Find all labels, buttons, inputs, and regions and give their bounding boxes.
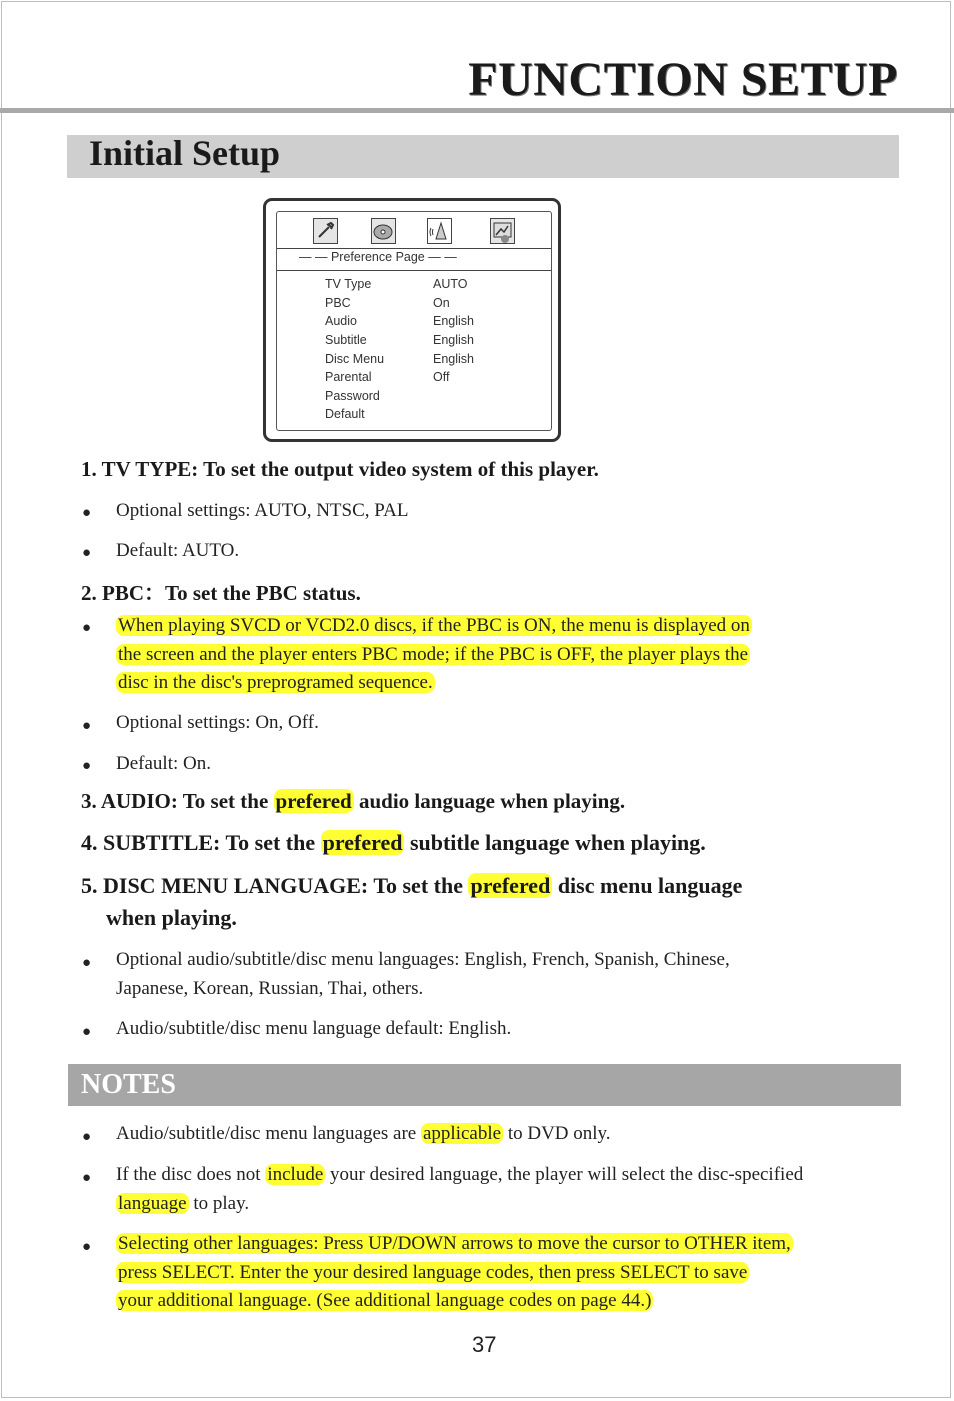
subtitle-heading-pre: 4. SUBTITLE: To set the — [81, 830, 316, 855]
osd-row-value: AUTO — [433, 277, 468, 291]
osd-row-label: Password — [325, 389, 380, 403]
disc-menu-heading — [81, 873, 742, 899]
tv-type-options: Optional settings: AUTO, NTSC, PAL — [116, 500, 409, 521]
osd-row-label: Parental — [325, 370, 372, 384]
osd-row-label: Subtitle — [325, 333, 367, 347]
note-2-highlight-2: language — [118, 1192, 187, 1214]
disc-menu-heading-post: disc menu language — [557, 873, 743, 898]
osd-row-value: Off — [433, 370, 450, 384]
languages-line1: Optional audio/subtitle/disc menu languages: English, French, Spanish, Chinese, — [116, 949, 730, 970]
languages-line2: Japanese, Korean, Russian, Thai, others. — [116, 977, 424, 999]
note-1-pre: Audio/subtitle/disc menu languages are — [116, 1123, 417, 1144]
osd-row-value: English — [433, 352, 474, 366]
section-title: Initial Setup — [89, 133, 281, 173]
note-2 — [116, 1161, 803, 1218]
bullet-icon: ● — [82, 545, 92, 561]
note-2-post: your desired language, the player will select the disc-specified — [330, 1164, 804, 1185]
audio-heading — [81, 789, 625, 814]
pbc-desc-line3: disc in the disc's preprogramed sequence. — [118, 672, 433, 693]
notes-title: NOTES — [81, 1069, 176, 1100]
note-3-line3: your additional language. (See additional language codes on page 44.) — [118, 1290, 652, 1311]
disc-menu-heading-highlight: prefered — [470, 873, 551, 898]
disc-menu-heading-pre: 5. DISC MENU LANGUAGE: To set the — [81, 873, 463, 898]
note-3-line2: press SELECT. Enter the your desired language codes, then press SELECT to save — [118, 1261, 748, 1283]
audio-heading-pre: 3. AUDIO: To set the — [81, 789, 269, 813]
tv-type-heading: 1. TV TYPE: To set the output video system of this player. — [81, 457, 599, 481]
bullet-icon: ● — [82, 1239, 92, 1255]
note-1 — [116, 1120, 611, 1149]
page-title: FUNCTION SETUP — [468, 53, 898, 106]
bullet-icon: ● — [82, 505, 92, 521]
languages-default: Audio/subtitle/disc menu language default: English. — [116, 1018, 512, 1039]
note-2-highlight: include — [267, 1164, 324, 1185]
osd-row-label: Disc Menu — [325, 352, 385, 366]
bullet-icon: ● — [82, 758, 92, 774]
note-2-post-2: to play. — [193, 1192, 250, 1214]
tv-type-default: Default: AUTO. — [116, 540, 240, 561]
pbc-description — [116, 612, 752, 698]
speaker-icon — [427, 218, 452, 244]
title-rule — [0, 108, 954, 113]
osd-row-value: On — [433, 296, 450, 310]
notes-bar — [68, 1064, 901, 1106]
section-bar — [67, 135, 899, 178]
bullet-icon: ● — [82, 620, 92, 636]
osd-row-label: PBC — [325, 296, 351, 310]
picture-icon — [490, 218, 515, 244]
audio-heading-post: audio language when playing. — [358, 789, 626, 813]
audio-heading-highlight: prefered — [275, 789, 352, 813]
wrench-icon — [313, 218, 338, 244]
pbc-desc-line2: the screen and the player enters PBC mode; if the PBC is OFF, the player plays the — [118, 643, 749, 665]
pbc-options: Optional settings: On, Off. — [116, 712, 319, 733]
bullet-icon: ● — [82, 718, 92, 734]
page-number: 37 — [472, 1332, 497, 1357]
subtitle-heading — [81, 830, 706, 856]
subtitle-heading-post: subtitle language when playing. — [409, 830, 706, 855]
note-2-pre: If the disc does not — [116, 1164, 261, 1185]
note-1-post: to DVD only. — [507, 1123, 611, 1144]
osd-divider-bottom — [277, 270, 551, 271]
osd-row-label: Default — [325, 407, 365, 421]
osd-row-label: Audio — [325, 314, 357, 328]
bullet-icon: ● — [82, 1024, 92, 1040]
osd-row-value: English — [433, 333, 474, 347]
languages-options — [116, 946, 730, 1003]
pbc-heading: 2. PBC：To set the PBC status. — [81, 581, 361, 605]
osd-page-header: — — Preference Page — — — [299, 250, 457, 264]
note-3 — [116, 1230, 793, 1316]
bullet-icon: ● — [82, 1170, 92, 1186]
disc-menu-heading-line2: when playing. — [106, 905, 237, 930]
note-3-line1: Selecting other languages: Press UP/DOWN arrows to move the cursor to OTHER item, — [118, 1233, 791, 1254]
bullet-icon: ● — [82, 1129, 92, 1145]
note-1-highlight: applicable — [422, 1123, 502, 1144]
pbc-default: Default: On. — [116, 753, 211, 774]
subtitle-heading-highlight: prefered — [322, 830, 403, 855]
pbc-desc-line1: When playing SVCD or VCD2.0 discs, if the PBC is ON, the menu is displayed on — [118, 615, 750, 636]
osd-divider-top — [277, 248, 551, 249]
osd-row-label: TV Type — [325, 277, 372, 291]
bullet-icon: ● — [82, 955, 92, 971]
osd-row-value: English — [433, 314, 474, 328]
disc-icon — [371, 218, 396, 244]
osd-screen — [263, 198, 561, 442]
osd-panel — [276, 211, 552, 431]
